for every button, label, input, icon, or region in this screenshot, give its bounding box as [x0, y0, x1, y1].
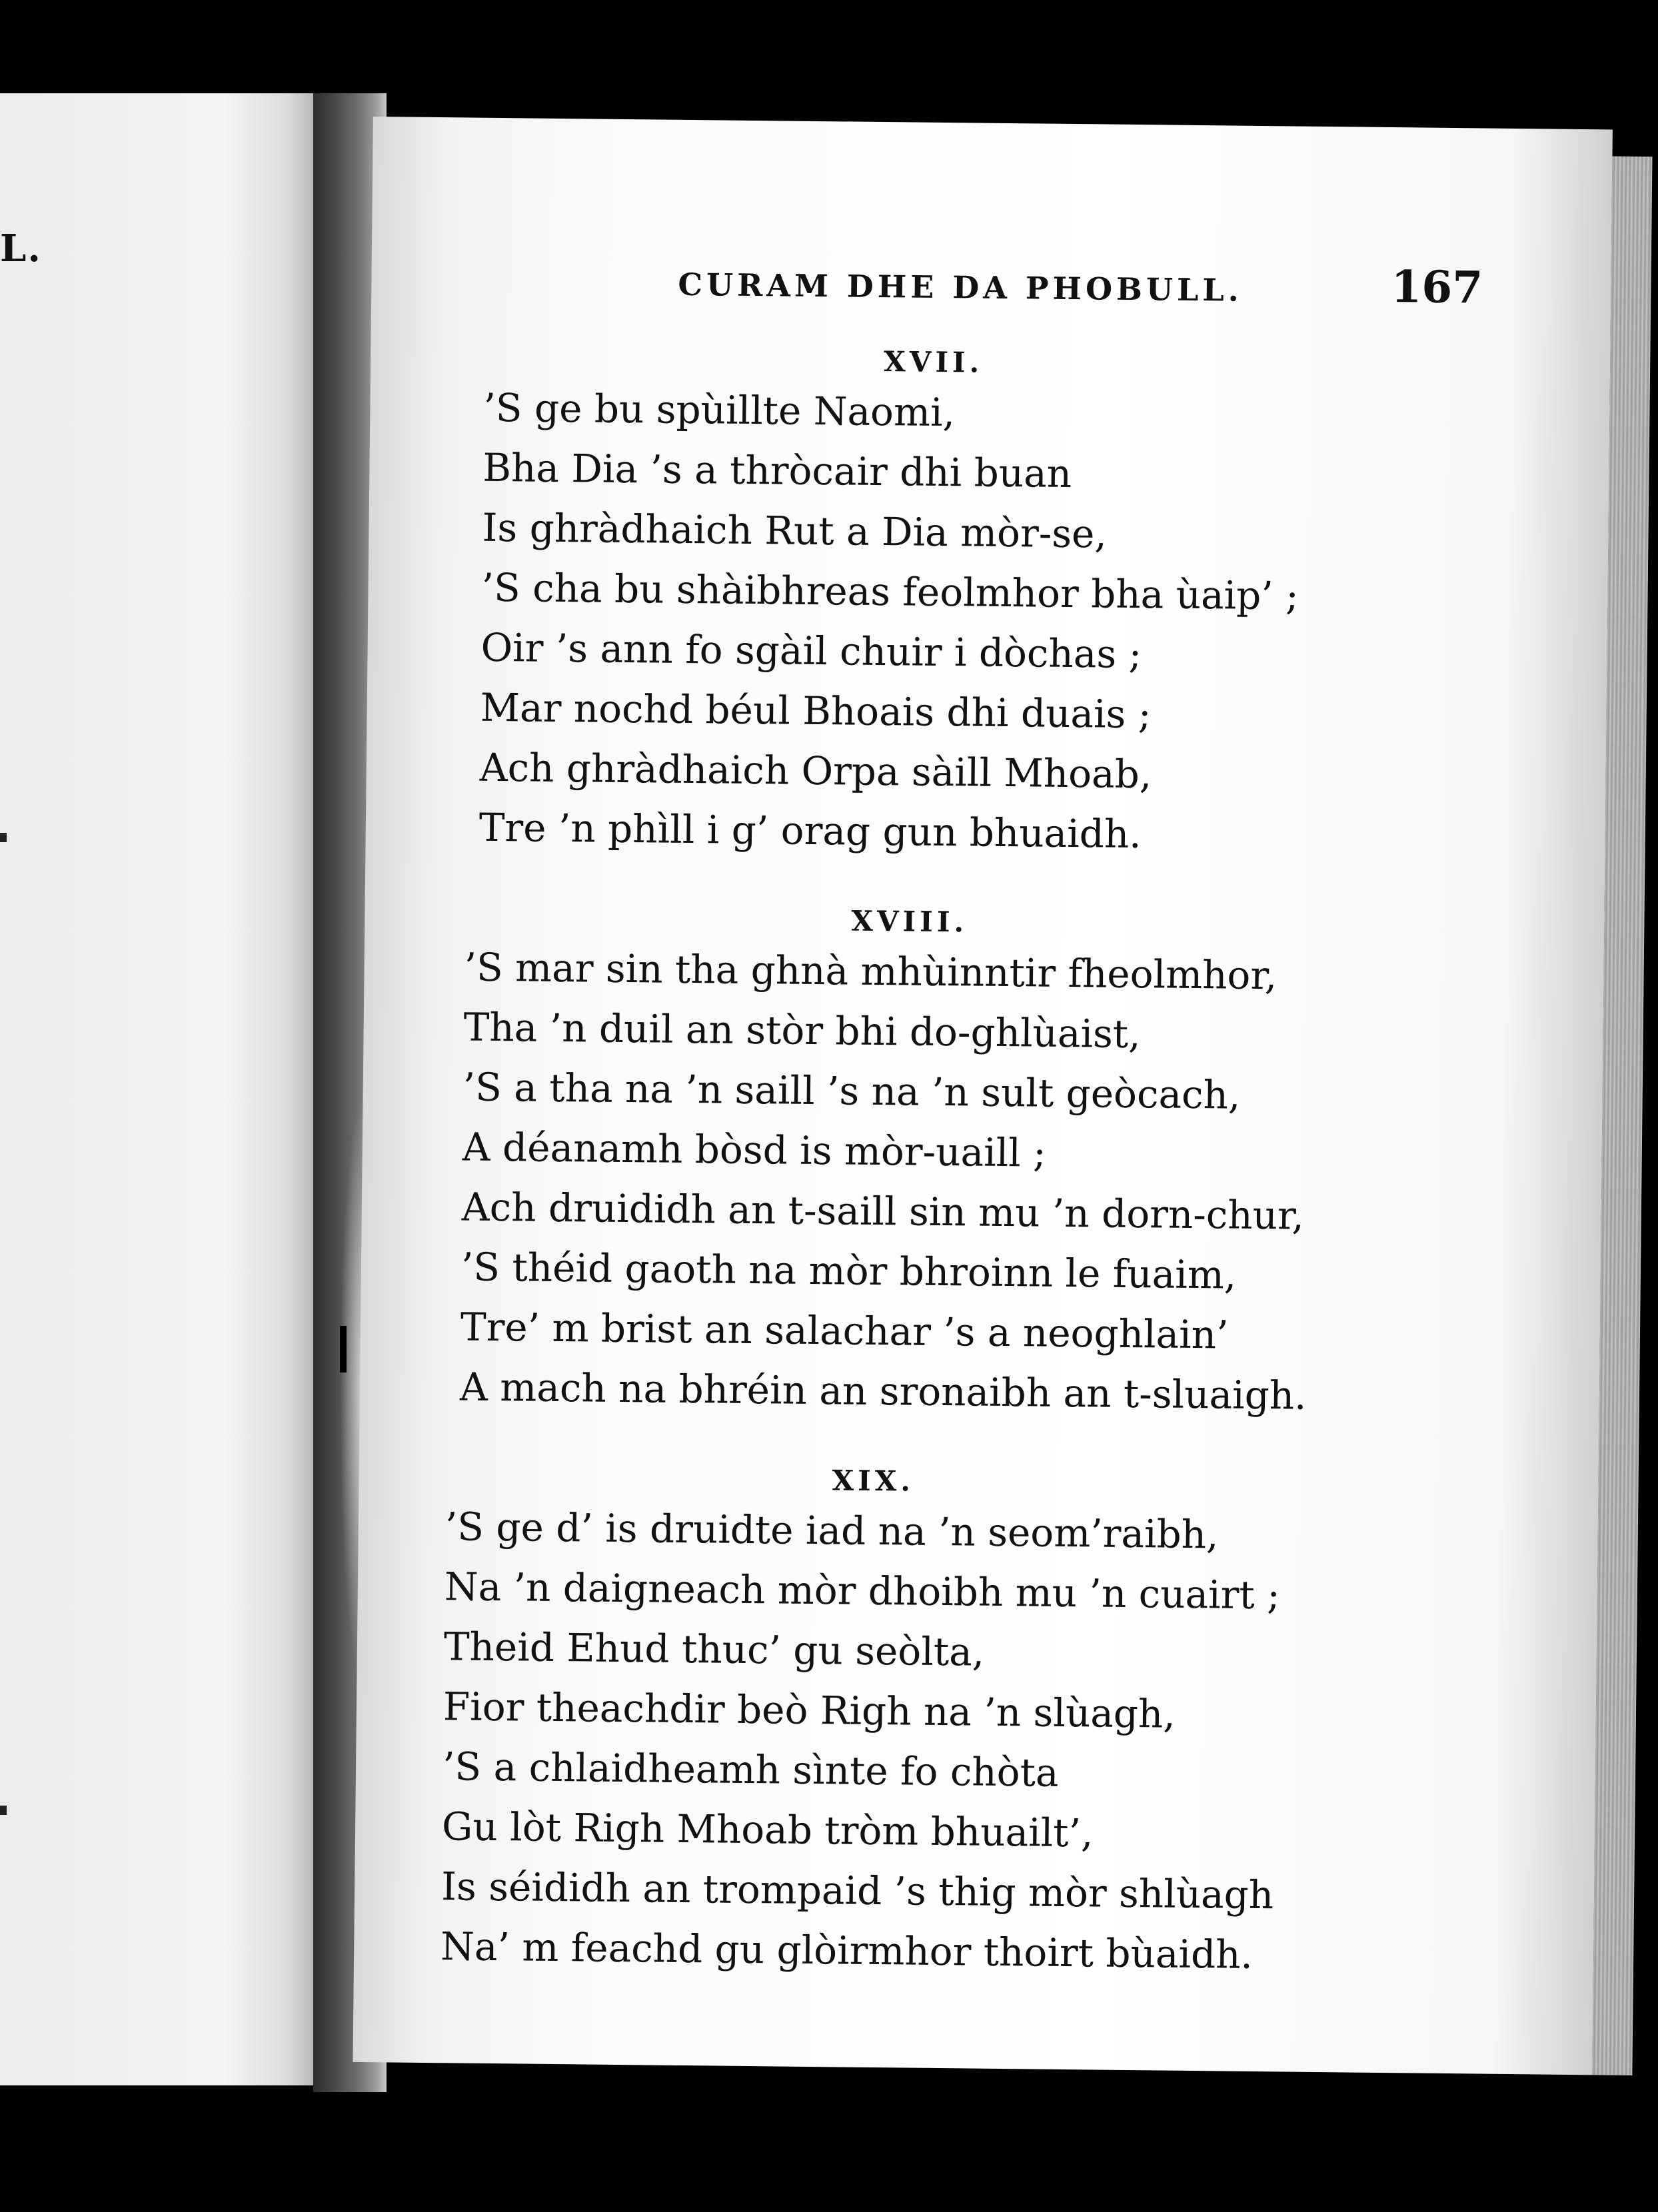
right-page: [353, 117, 1612, 2075]
verse-line: ’S a tha na ’n saill ’s na ’n sult geòcach,: [462, 1064, 1241, 1118]
verse-line: Fior theachdir beò Righ na ’n slùagh,: [442, 1684, 1176, 1737]
edge-mark: [0, 833, 7, 842]
stanza-number: XIX.: [832, 1464, 915, 1498]
verse-line: Tre ’n phìll i g’ orag gun bhuaidh.: [478, 804, 1142, 857]
verse-line: Na’ m feachd gu glòirmhor thoirt bùaidh.: [440, 1924, 1253, 1977]
verse-line: Theid Ehud thuc’ gu seòlta,: [443, 1624, 985, 1675]
verse-line: Ach druididh an t-saill sin mu ’n dorn-chur,: [461, 1184, 1305, 1239]
stanza-number: XVIII.: [851, 904, 968, 939]
page-edges: [1592, 156, 1652, 2075]
stanza: [440, 1456, 1281, 1985]
verse-line: ’S a chlaidheamh sìnte fo chòta: [442, 1744, 1059, 1796]
verse-line: Oir ’s ann fo sgàil chuir i dòchas ;: [480, 624, 1142, 678]
verse-line: Mar nochd béul Bhoais dhi duais ;: [480, 684, 1152, 738]
stanza-number: XVII.: [883, 345, 984, 379]
page-number: 167: [1391, 261, 1483, 314]
verse-line: Ach ghràdhaich Orpa sàill Mhoab,: [479, 744, 1152, 798]
verse-line: ’S ge d’ is druidte iad na ’n seom’raibh,: [444, 1504, 1219, 1558]
verse-line: Gu lòt Righ Mhoab tròm bhuailt’,: [441, 1804, 1094, 1856]
left-page: [0, 93, 320, 2085]
stanza: [478, 338, 1301, 866]
verse-line: ’S mar sin tha ghnà mhùinntir fheolmhor,: [464, 944, 1277, 999]
verse-line: ’S ge bu spùillte Naomi,: [483, 384, 956, 436]
verse-line: Is ghràdhaich Rut a Dia mòr-se,: [482, 504, 1108, 557]
verse-line: Is séididh an trompaid ’s thig mòr shlùagh: [440, 1864, 1274, 1918]
verse-line: ’S cha bu shàibhreas feolmhor bha ùaip’ ;: [481, 564, 1299, 619]
verse-line: ’S théid gaoth na mòr bhroinn le fuaim,: [460, 1244, 1237, 1298]
left-running-head-fragment: L.: [0, 227, 42, 271]
verse-line: A déanamh bòsd is mòr-uaill ;: [462, 1124, 1047, 1176]
edge-mark: [0, 1806, 7, 1815]
verse-line: Tha ’n duil an stòr bhi do-ghlùaist,: [463, 1004, 1141, 1057]
verse-line: Tre’ m brist an salachar ’s a neoghlain’: [460, 1304, 1229, 1358]
gutter-mark: [340, 1326, 347, 1373]
verse-line: A mach na bhréin an sronaibh an t-sluaigh.: [459, 1364, 1307, 1418]
running-head: CURAM DHE DA PHOBULL.: [678, 266, 1244, 308]
verse-line: Bha Dia ’s a thròcair dhi buan: [482, 444, 1072, 497]
stanza: [460, 897, 1312, 1426]
verse-line: Na ’n daigneach mòr dhoibh mu ’n cuairt ;: [444, 1564, 1281, 1618]
